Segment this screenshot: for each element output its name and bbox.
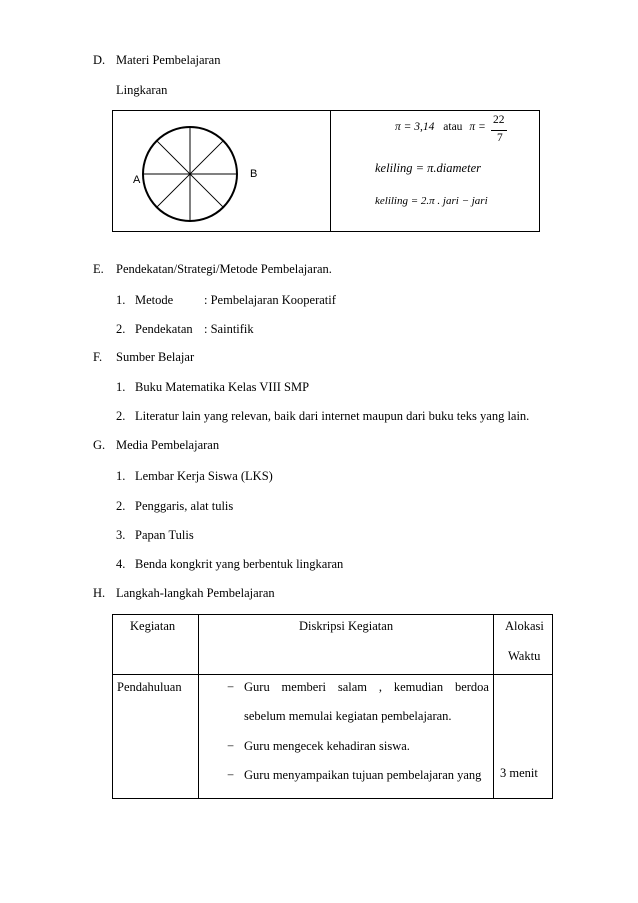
section-e-title: Pendekatan/Strategi/Metode Pembelajaran. — [116, 262, 332, 276]
list-number: 1. — [116, 380, 126, 394]
pi-value — [395, 121, 486, 133]
list-item — [116, 469, 273, 484]
pi-eq: π = — [469, 121, 486, 133]
section-d-title: Materi Pembelajaran — [116, 53, 221, 67]
bullet-word: berdoa — [454, 680, 489, 694]
header-alokasi: Alokasi — [505, 619, 544, 633]
bullet-dash: − — [227, 768, 235, 782]
row-alokasi: 3 menit — [500, 766, 538, 780]
fraction-numerator: 22 — [493, 114, 505, 126]
section-e-letter: E. — [93, 262, 104, 276]
circle-label-a: A — [133, 174, 141, 186]
row-kegiatan: Pendahuluan — [117, 680, 182, 694]
bullet-word: Guru — [244, 680, 270, 694]
list-item — [116, 557, 344, 572]
bullet-line: Guru mengecek kehadiran siswa. — [244, 739, 410, 753]
list-number: 2. — [116, 499, 126, 513]
bullet-line: Guru menyampaikan tujuan pembelajaran yang — [244, 768, 482, 782]
bullet-dash: − — [227, 680, 235, 694]
bullet-word: , — [378, 680, 382, 694]
item-text: Buku Matematika Kelas VIII SMP — [135, 380, 310, 394]
section-d-subtitle: Lingkaran — [116, 83, 168, 97]
list-item — [116, 528, 194, 543]
bullet-word: kemudian — [393, 680, 444, 694]
list-number: 4. — [116, 557, 126, 571]
item-text: Papan Tulis — [135, 528, 194, 542]
pi-value-prefix: π = 3,14 — [395, 121, 435, 133]
item-value: : Saintifik — [204, 322, 254, 336]
item-text: Lembar Kerja Siswa (LKS) — [135, 469, 273, 483]
item-label: Pendekatan — [135, 322, 193, 336]
table-col-divider-1 — [198, 614, 199, 799]
bullet-line — [244, 680, 489, 695]
section-f-letter: F. — [93, 350, 103, 364]
section-h-title: Langkah-langkah Pembelajaran — [116, 586, 275, 600]
lingkaran-table-divider — [330, 110, 331, 232]
list-item — [116, 499, 234, 514]
fraction-denominator: 7 — [497, 132, 503, 144]
keliling-formula-1: keliling = π.diameter — [375, 161, 481, 175]
item-text: Penggaris, alat tulis — [135, 499, 234, 513]
fraction-bar — [491, 130, 507, 131]
bullet-word: memberi — [281, 680, 326, 694]
bullet-dash: − — [227, 739, 235, 753]
list-item — [116, 322, 254, 337]
section-d-letter: D. — [93, 53, 106, 67]
list-number: 3. — [116, 528, 126, 542]
list-item — [116, 380, 310, 395]
item-value: : Pembelajaran Kooperatif — [204, 293, 336, 307]
section-g-letter: G. — [93, 438, 106, 452]
list-number: 1. — [116, 293, 126, 307]
item-text: Literatur lain yang relevan, baik dari internet maupun dari buku teks yang lain. — [135, 409, 530, 423]
header-deskripsi: Diskripsi Kegiatan — [299, 619, 394, 633]
list-item — [116, 409, 530, 424]
list-number: 1. — [116, 469, 126, 483]
list-number: 2. — [116, 409, 126, 423]
keliling-formula-2: keliling = 2.π . jari − jari — [375, 195, 488, 207]
section-h-letter: H. — [93, 586, 106, 600]
header-kegiatan: Kegiatan — [130, 619, 176, 633]
section-g-title: Media Pembelajaran — [116, 438, 220, 452]
atau-text: atau — [443, 121, 463, 133]
section-f-title: Sumber Belajar — [116, 350, 195, 364]
list-number: 2. — [116, 322, 126, 336]
item-label: Metode — [135, 293, 174, 307]
bullet-line: sebelum memulai kegiatan pembelajaran. — [244, 709, 452, 723]
table-header-divider — [112, 674, 553, 675]
item-text: Benda kongkrit yang berbentuk lingkaran — [135, 557, 344, 571]
circle-diagram — [140, 124, 240, 224]
table-col-divider-2 — [493, 614, 494, 799]
bullet-word: salam — [337, 680, 367, 694]
circle-label-b: B — [250, 168, 258, 180]
list-item — [116, 293, 336, 308]
header-waktu: Waktu — [508, 649, 541, 663]
